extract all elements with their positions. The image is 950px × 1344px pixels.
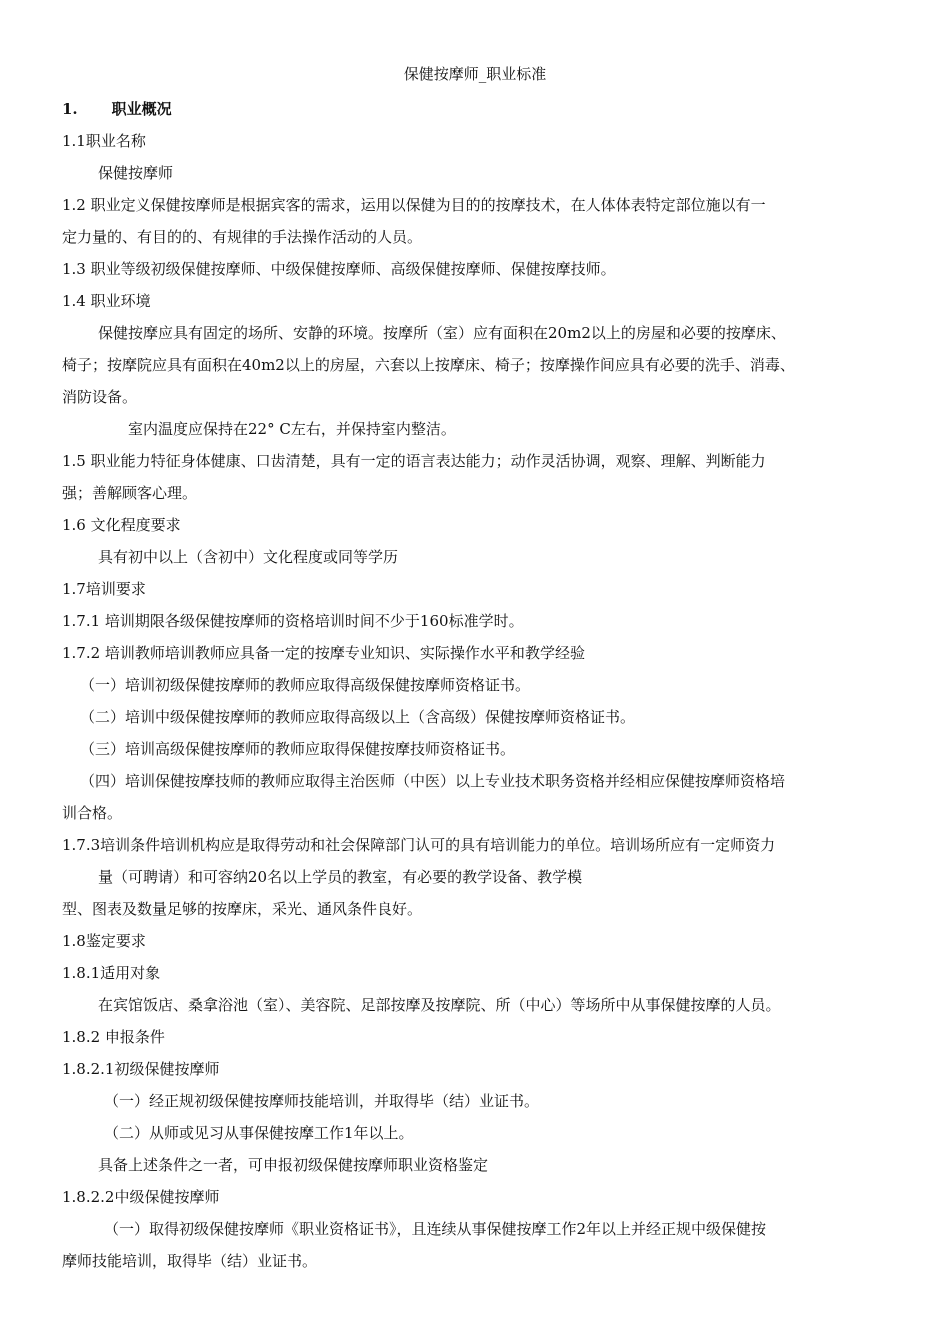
paragraph: 1.2 职业定义保健按摩师是根据宾客的需求，运用以保健为目的的按摩技术，在人体体表特定部位施以有一 [62,196,766,214]
subsection-heading: 1.6 文化程度要求 [62,516,181,534]
paragraph: 1.7.1 培训期限各级保健按摩师的资格培训时间不少于160标准学时。 [62,612,524,630]
paragraph: 摩师技能培训，取得毕（结）业证书。 [62,1252,318,1270]
subsection-heading: 1.1职业名称 [62,132,146,150]
paragraph: 在宾馆饭店、桑拿浴池（室）、美容院、足部按摩及按摩院、所（中心）等场所中从事保健按摩的人员。 [98,996,781,1014]
document-title: 保健按摩师_职业标准 [403,65,547,83]
section-number: 1. [62,100,78,118]
paragraph: 型、图表及数量足够的按摩床，采光、通风条件良好。 [62,900,423,918]
list-item: （二）从师或见习从事保健按摩工作1年以上。 [104,1124,414,1142]
list-item: （一）培训初级保健按摩师的教师应取得高级保健按摩师资格证书。 [80,676,531,694]
list-item: （二）培训中级保健按摩师的教师应取得高级以上（含高级）保健按摩师资格证书。 [80,708,636,726]
document-body [62,93,888,1277]
subsection-heading: 1.8.2.1初级保健按摩师 [62,1060,220,1078]
paragraph: 保健按摩师 [98,164,174,182]
list-item: （一）取得初级保健按摩师《职业资格证书》，且连续从事保健按摩工作2年以上并经正规中级保健按 [104,1220,767,1238]
subsection-heading: 1.8.2.2中级保健按摩师 [62,1188,220,1206]
paragraph: 室内温度应保持在22° C左右，并保持室内整洁。 [128,420,456,438]
paragraph: 椅子；按摩院应具有面积在40m2以上的房屋，六套以上按摩床、椅子；按摩操作间应具有必要的洗手、消毒、 [62,356,795,374]
subsection-heading: 1.8.2 申报条件 [62,1028,165,1046]
list-item: （三）培训高级保健按摩师的教师应取得保健按摩技师资格证书。 [80,740,516,758]
subsection-heading: 1.4 职业环境 [62,292,151,310]
paragraph: 1.7.2 培训教师培训教师应具备一定的按摩专业知识、实际操作水平和教学经验 [62,644,585,662]
list-item: （四）培训保健按摩技师的教师应取得主治医师（中医）以上专业技术职务资格并经相应保健按摩师资格培 [80,772,786,790]
paragraph: 1.5 职业能力特征身体健康、口齿清楚，具有一定的语言表达能力；动作灵活协调，观察、理解、判断能力 [62,452,766,470]
paragraph: 消防设备。 [62,388,138,406]
paragraph: 定力量的、有目的的、有规律的手法操作活动的人员。 [62,228,423,246]
paragraph: 量（可聘请）和可容纳20名以上学员的教室，有必要的教学设备、教学模 [98,868,583,886]
paragraph: 具有初中以上（含初中）文化程度或同等学历 [98,548,399,566]
subsection-heading: 1.7培训要求 [62,580,146,598]
paragraph: 1.7.3培训条件培训机构应是取得劳动和社会保障部门认可的具有培训能力的单位。培训场所应有一定师资力 [62,836,776,854]
paragraph: 训合格。 [62,804,123,822]
paragraph: 1.3 职业等级初级保健按摩师、中级保健按摩师、高级保健按摩师、保健按摩技师。 [62,260,616,278]
list-item: （一）经正规初级保健按摩师技能培训，并取得毕（结）业证书。 [104,1092,540,1110]
section-title: 职业概况 [111,100,172,118]
section-heading-1 [62,93,888,125]
subsection-heading: 1.8.1适用对象 [62,964,161,982]
subsection-heading: 1.8鉴定要求 [62,932,146,950]
paragraph: 具备上述条件之一者，可申报初级保健按摩师职业资格鉴定 [98,1156,489,1174]
paragraph: 保健按摩应具有固定的场所、安静的环境。按摩所（室）应有面积在20m2以上的房屋和必要的按摩床、 [98,324,786,342]
paragraph: 强；善解顾客心理。 [62,484,198,502]
